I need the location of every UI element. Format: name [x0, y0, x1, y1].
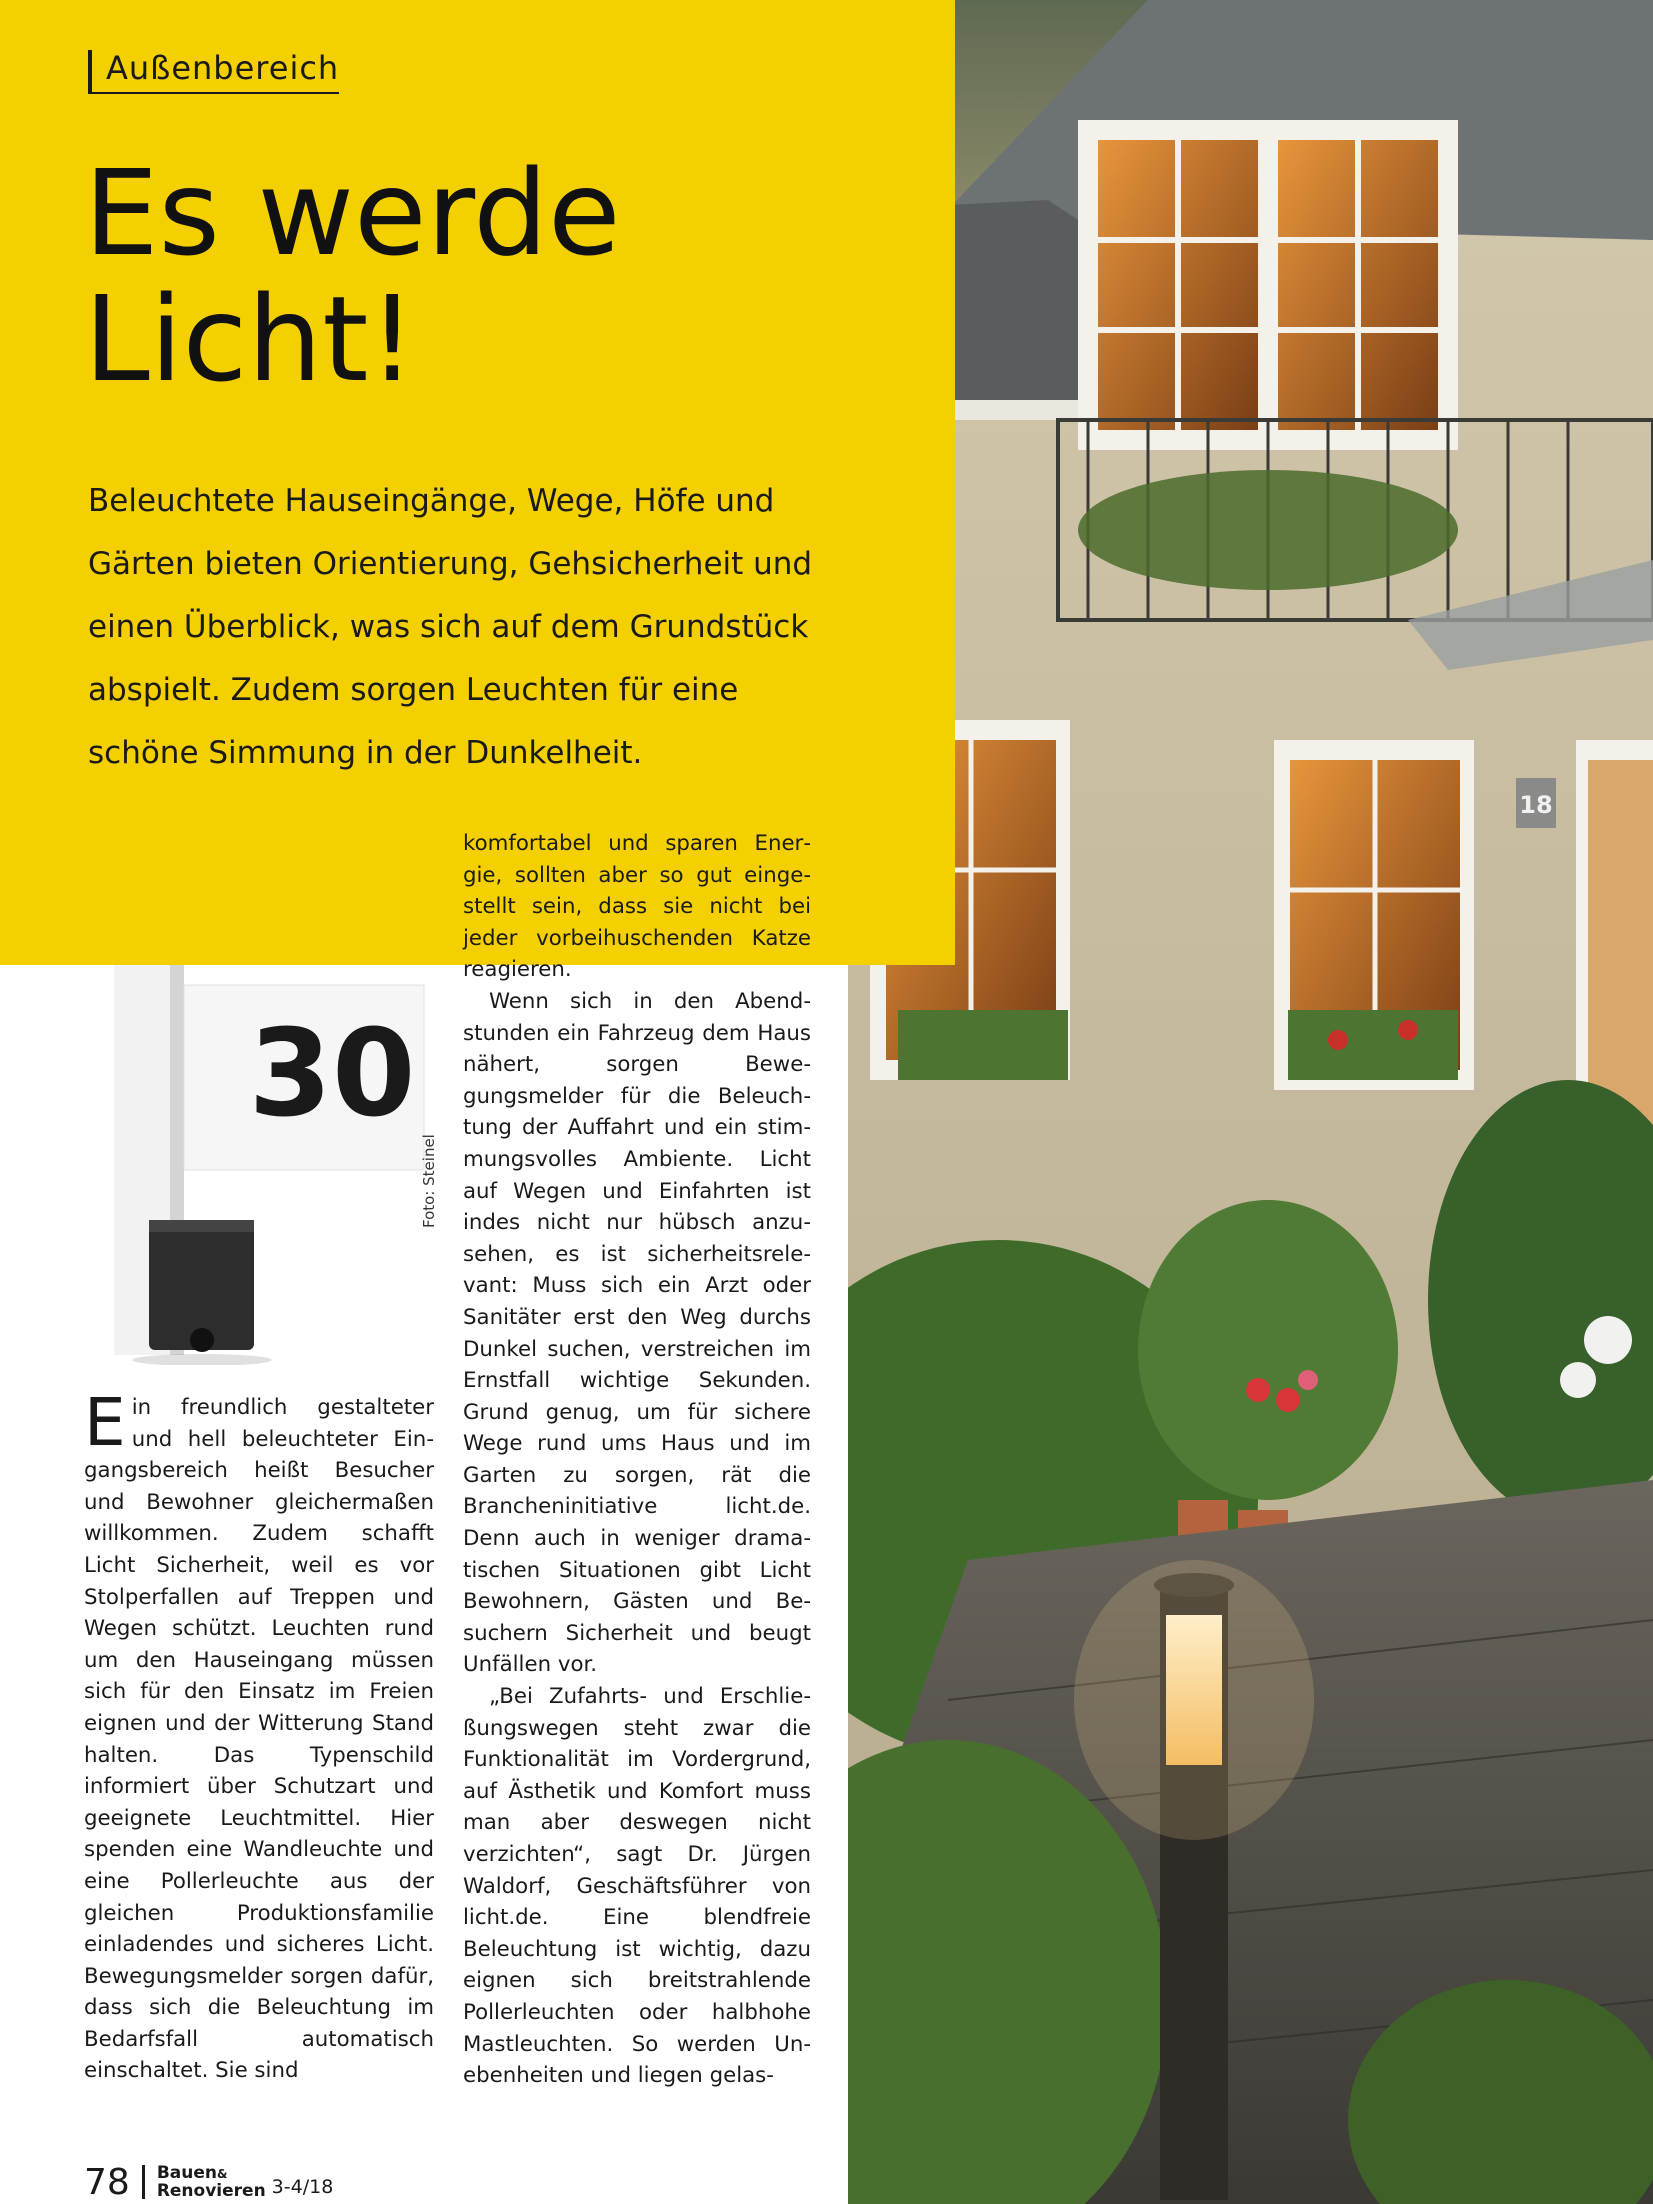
lead-paragraph: Beleuchtete Hauseingänge, Wege, Höfe und Gärten bieten Orientierung, Gehsicherheit und einen Überblick, was sich auf dem Grundstück abspielt. Zudem sorgen Leuchten für eine schöne Simmung in der Dunkelheit. — [88, 483, 813, 771]
section-label: Außenbereich — [88, 50, 339, 94]
body-paragraph — [84, 1384, 434, 2087]
body-paragraph: Wenn sich in den Abendstunden ein Fahrzeug dem Haus nähert, sorgen Bewegungsmelder für die Beleuchtung der Auffahrt und ein stimmungsvolles Ambiente. Licht auf Wegen und Einfahrten ist indes nicht nur hübsch anzusehen, es ist sicherheitsrelevant: Muss sich ein Arzt oder Sanitäter erst den Weg durchs Dunkel suchen, verstreichen im Ernstfall wichtige Sekunden. Grund genug, um für sichere Wege rund ums Haus und im Garten zu sorgen, rät die Brancheninitiative licht.de. Denn auch in weniger dramatischen Situationen gibt Licht Bewohnern, Gästen und Besuchern Sicherheit und beugt Unfällen vor. — [463, 988, 811, 1678]
page-number: 78 — [84, 2161, 130, 2203]
body-paragraph: „Bei Zufahrts- und Erschließungswegen steht zwar die Funktionalität im Vordergrund, auf Ästhetik und Komfort muss man aber deswegen nicht verzichten“, sagt Dr. Jürgen Waldorf, Geschäftsführer von licht.de. Eine blendfreie Beleuchtung ist wichtig, dazu eignen sich breitstrahlende Pollerleuchten oder halbhohe Mastleuchten. So werden Unebenheiten und liegen gelas- — [463, 1684, 811, 2089]
magazine-name — [156, 2162, 266, 2201]
motion-sensor-illustration — [84, 965, 444, 1365]
body-column-right — [463, 828, 811, 2092]
magazine-ampersand: & — [216, 2166, 228, 2181]
header-panel — [0, 0, 955, 965]
headline-line-2: Licht! — [84, 270, 416, 408]
photo-credit: Foto: Steinel — [420, 1134, 438, 1228]
headline-line-1: Es werde — [84, 144, 621, 282]
body-text: in freundlich gestalteter und hell beleuchteter Eingangsbereich heißt Besucher und Bewohner gleichermaßen willkommen. Zudem schafft Licht Sicherheit, weil es vor Stolperfallen auf Treppen und Wegen schützt. Leuchten rund um den Hauseingang müssen sich für den Einsatz im Freien eignen und der Witterung Stand halten. Das Typenschild informiert über Schutzart und geeignete Leuchtmittel. Hier spenden eine Wandleuchte und eine Pollerleuchte aus der gleichen Produktionsfamilie einladendes und sicheres Licht. Bewegungsmelder sorgen dafür, dass sich die Beleuchtung im Bedarfsfall automatisch einschaltet. Sie sind — [84, 1395, 434, 2084]
footer-divider — [142, 2165, 145, 2199]
headline — [84, 144, 784, 408]
magazine-name-line-1: Bauen — [156, 2162, 217, 2183]
house-illustration — [848, 0, 1653, 2204]
page-footer — [84, 2160, 333, 2204]
body-paragraph: komfortabel und sparen Energie, sollten aber so gut eingestellt sein, dass sie nicht bei jeder vorbeihuschenden Katze reagieren. — [463, 831, 811, 983]
body-column-left — [84, 1384, 434, 2087]
sensor-house-number: 30 — [248, 1005, 416, 1144]
house-number-plate: 18 — [1519, 791, 1553, 819]
motion-sensor-photo — [84, 965, 444, 1365]
drop-cap: E — [84, 1384, 126, 1461]
house-photo — [848, 0, 1653, 2204]
issue-number: 3-4/18 — [271, 2176, 334, 2198]
magazine-name-line-2: Renovieren — [156, 2180, 266, 2201]
